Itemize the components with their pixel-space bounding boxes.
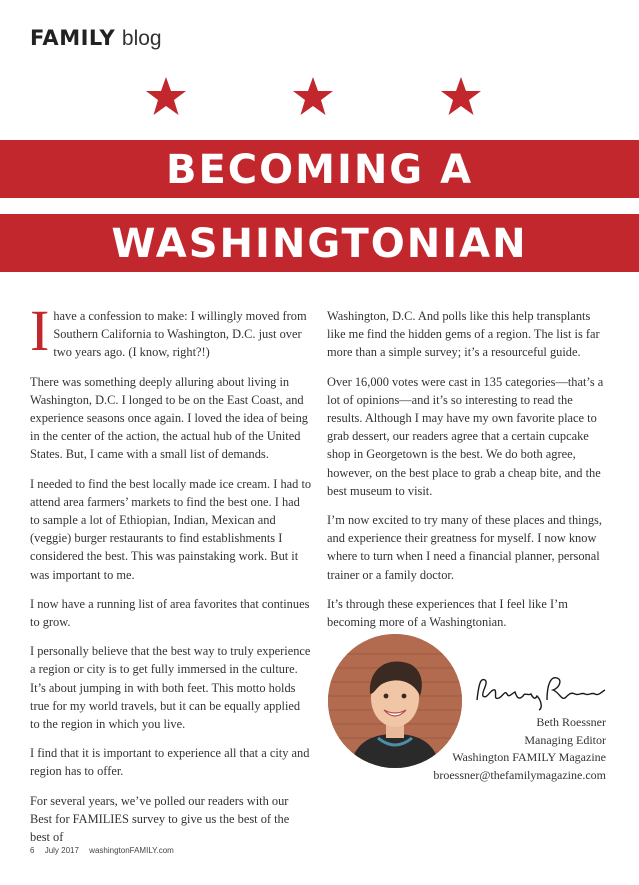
- star-icon: [440, 76, 482, 116]
- issue-date: July 2017: [44, 846, 79, 855]
- site-url: washingtonFAMILY.com: [89, 846, 174, 855]
- page-footer: [30, 846, 182, 855]
- paragraph: I find that it is important to experience all that a city and region has to offer.: [30, 746, 310, 779]
- section-label-light: blog: [121, 27, 162, 50]
- article-left-column: [30, 298, 312, 857]
- star-icon: [145, 76, 187, 116]
- paragraph: There was something deeply alluring about living in Washington, D.C. I longed to be on the East Coast, and experience seasons once again. I loved the idea of being in the center of the action, the actual hub of the United States. But, I came with a small list of demands.: [30, 374, 308, 462]
- article-right-column: [327, 307, 609, 642]
- signature-image: [471, 670, 611, 712]
- publication-name: Washington FAMILY Magazine: [452, 750, 606, 764]
- paragraph: Ihave a confession to make: I willingly moved from Southern California to Washington, D.C. just over two years ago. (I know, right?!): [30, 298, 307, 363]
- paragraph: I now have a running list of area favorites that continues to grow.: [30, 596, 310, 630]
- author-title: Managing Editor: [524, 732, 606, 747]
- paragraph: I’m now excited to try many of these places and things, and experience their greatness for myself. I now know where to turn when I need a financial planner, personal trainer or a family doctor.: [327, 513, 602, 582]
- stars-row: [0, 76, 639, 120]
- headline-line-2: WASHINGTONIAN: [0, 214, 639, 272]
- paragraph: Washington, D.C. And polls like this help transplants like me find the hidden gems of a region. The list is far more than a simple survey; it’s a resourceful guide.: [327, 309, 600, 360]
- paragraph: Over 16,000 votes were cast in 135 categories—that’s a lot of opinions—and it’s so interesting to read the results. Although I may have my own favorite place to grab dessert, our readers agree that a certain cupcake shop in Georgetown is the best. We do both agree, however, on the best place to grab a cheap bite, and the best museum to visit.: [327, 374, 604, 498]
- author-email: broessner@thefamilymagazine.com: [433, 767, 606, 782]
- paragraph: It’s through these experiences that I feel like I’m becoming more of a Washingtonian.: [327, 596, 568, 630]
- section-label-bold: FAMILY: [30, 26, 116, 50]
- section-label: [30, 26, 162, 51]
- drop-cap: I: [30, 298, 50, 363]
- page-number: 6: [30, 846, 35, 855]
- paragraph: For several years, we’ve polled our readers with our Best for FAMILIES survey to give us the best of the best of: [30, 793, 290, 845]
- author-name: Beth Roessner: [536, 715, 606, 729]
- paragraph: I personally believe that the best way to truly experience a region or city is to get fully immersed in the culture. It’s about jumping in with both feet. This motto holds true for my world travels, but it can be equally applied to the region in which you live.: [30, 644, 311, 732]
- paragraph: I needed to find the best locally made ice cream. I had to attend area farmers’ markets to find the best one. I had to sample a lot of Ethiopian, Indian, Mexican and (veggie) burger restaurants to find establishments I considered the best. This was painstaking work. But it was important to me.: [30, 476, 312, 582]
- headline-line-1: BECOMING A: [0, 140, 639, 198]
- signature-block: [433, 714, 606, 784]
- star-icon: [292, 76, 334, 116]
